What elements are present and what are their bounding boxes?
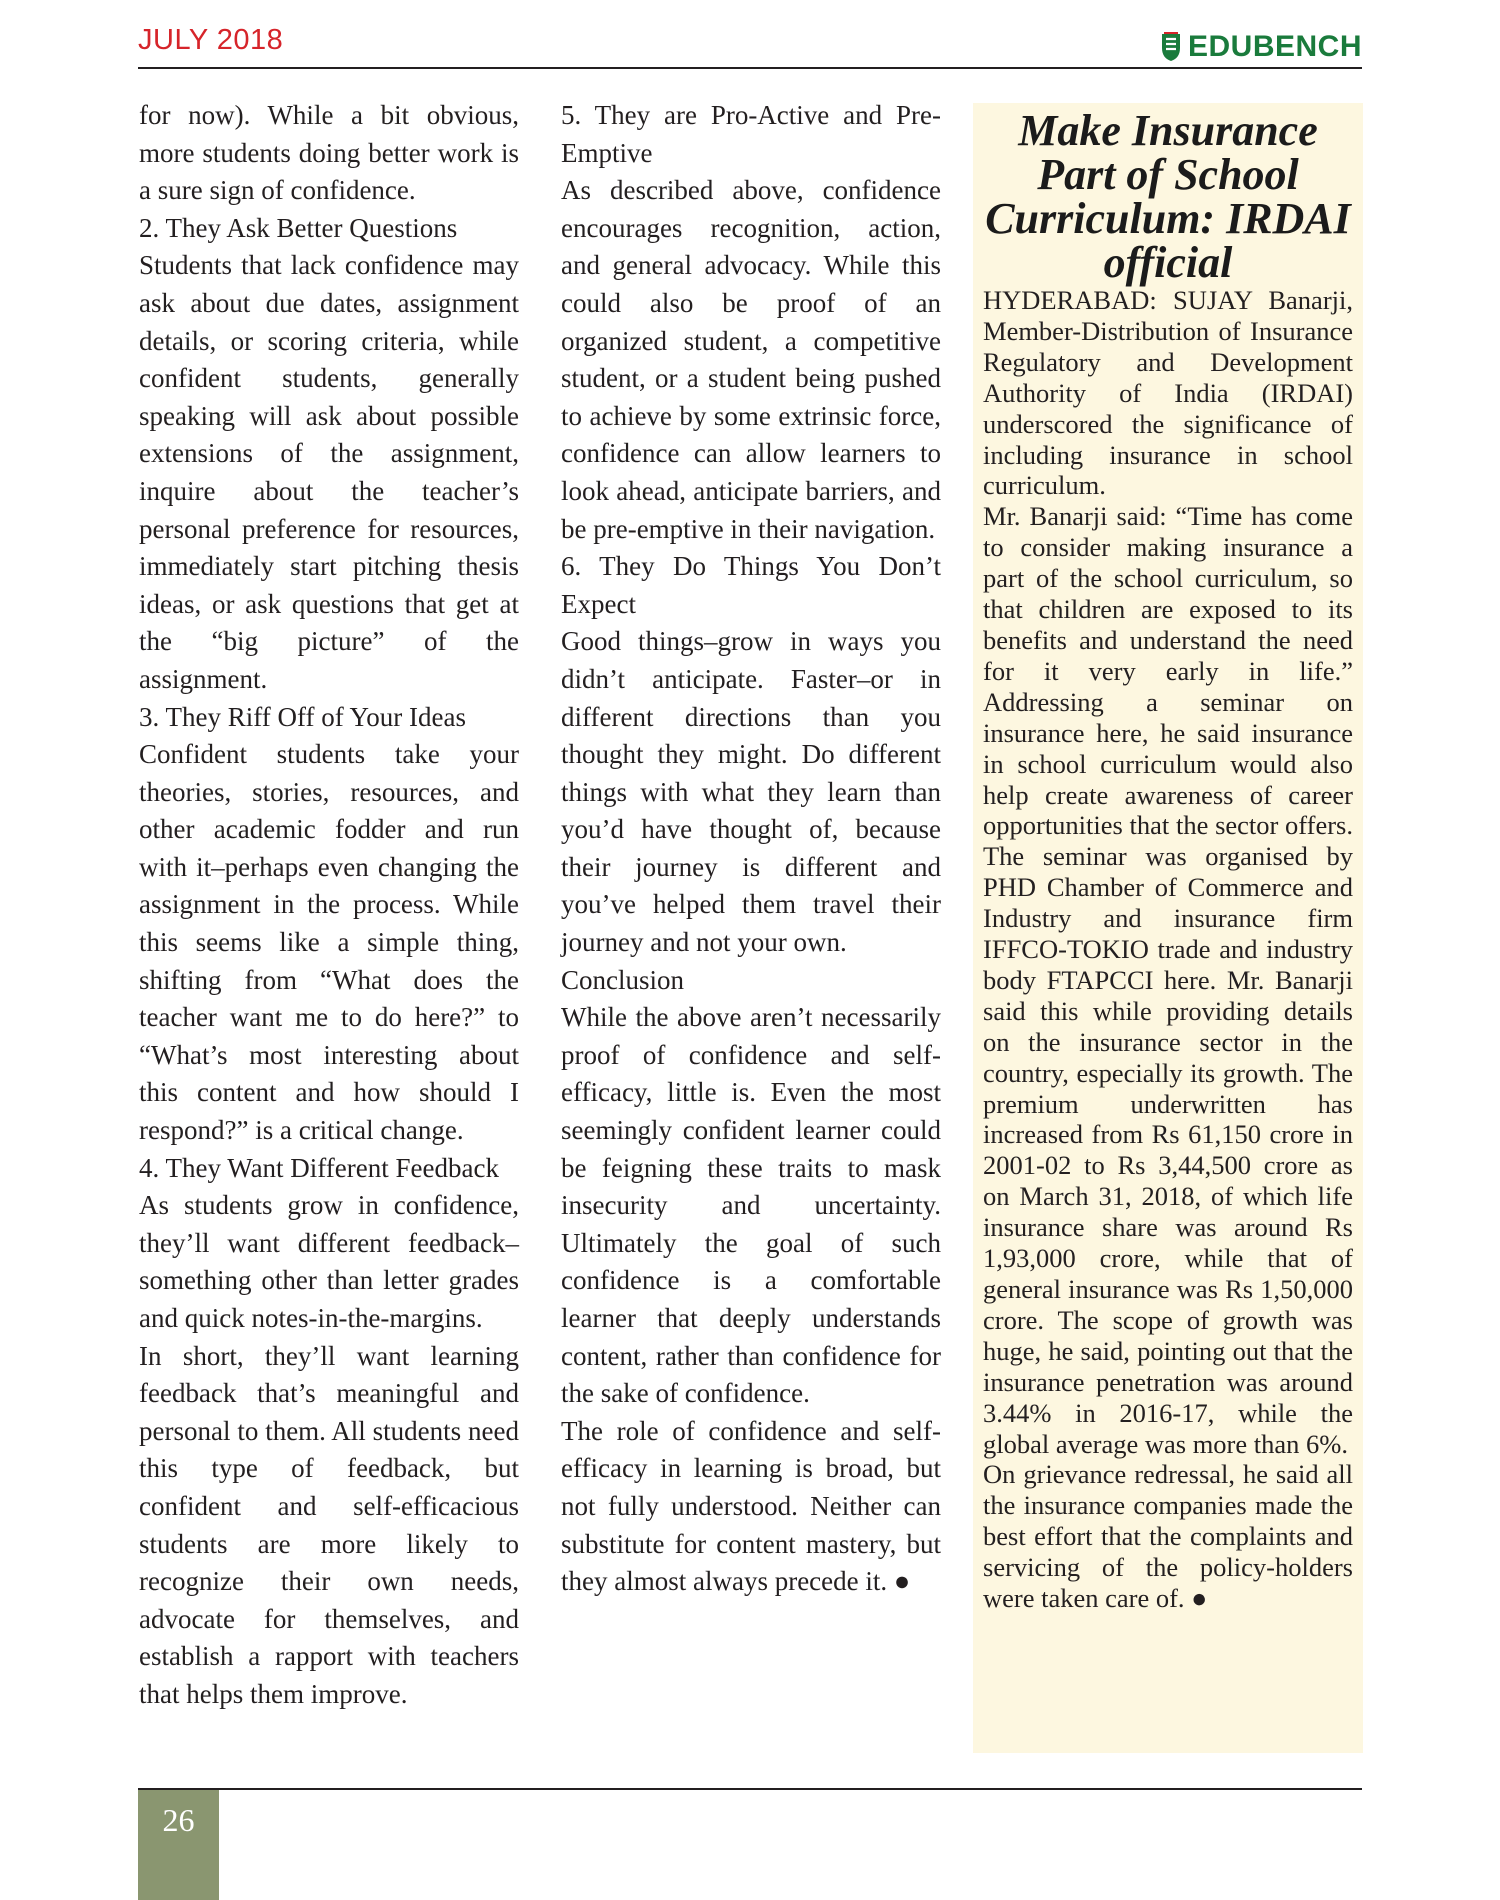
header-rule <box>138 67 1362 69</box>
paragraph: Good things–grow in ways you didn’t anticipate. Faster–or in different directions than you thought they might. Do different things with what they learn than you’d have thought of, because their journey is different and you’ve helped them travel their journey and not your own. <box>561 626 941 958</box>
subheading: Conclusion <box>561 964 685 995</box>
brand-logo <box>1160 30 1362 64</box>
issue-date: JULY 2018 <box>138 24 284 56</box>
page-number: 26 <box>162 1802 195 1838</box>
article-column-2 <box>561 97 941 1601</box>
sidebar-headline: Make Insurance Part of School Curriculum: IRDAI official <box>985 106 1351 287</box>
paragraph: Confident students take your theories, stories, resources, and other academic fodder and run with it–perhaps even changing the assignment in the process. While this seems like a simple thing, shifting from “What does the teacher want me to do here?” to “What’s most interesting about this content and how should I respond?” is a critical change. <box>139 739 519 1146</box>
paragraph: Mr. Banarji said: “Time has come to consider making insurance a part of the school curriculum, so that children are exposed to its benefits and understand the need for it very early in life.” Addressing a seminar on insurance here, he said insurance in school curriculum would also help create awareness of career opportunities that the sector offers. The seminar was organised by PHD Chamber of Commerce and Industry and insurance firm IFFCO-TOKIO trade and industry body FTAPCCI here. Mr. Banarji said this while providing details on the insurance sector in the country, especially its growth. The premium underwritten has increased from Rs 61,150 crore in 2001-02 to Rs 3,44,500 crore as on March 31, 2018, of which life insurance share was around Rs 1,93,000 crore, while that of general insurance was Rs 1,50,000 crore. The scope of growth was huge, he said, pointing out that the insurance penetration was around 3.44% in 2016-17, while the global average was more than 6%. <box>983 501 1353 1459</box>
footer-rule <box>138 1788 1362 1790</box>
paragraph: In short, they’ll want learning feedback that’s meaningful and personal to them. All students need this type of feedback, but confident and self-efficacious students are more likely to recognize their own needs, advocate for themselves, and establish a rapport with teachers that helps them improve. <box>139 1340 519 1709</box>
subheading: 3. They Riff Off of Your Ideas <box>139 701 466 732</box>
paragraph: The role of confidence and self-efficacy in learning is broad, but not fully understood. Neither can substitute for content mastery, but they almost always precede it. ● <box>561 1415 941 1597</box>
page-number-tab <box>138 1790 219 1900</box>
shield-book-icon <box>1160 32 1182 62</box>
news-sidebar <box>973 103 1363 1753</box>
paragraph: On grievance redressal, he said all the insurance companies made the best effort that the complaints and servicing of the policy-holders were taken care of. ● <box>983 1459 1353 1614</box>
paragraph: While the above aren’t necessarily proof of confidence and self-efficacy, little is. Even the most seemingly confident learner could be feigning these traits to mask insecurity and uncertainty. Ultimately the goal of such confidence is a comfortable learner that deeply understands content, rather than confidence for the sake of confidence. <box>561 1002 941 1409</box>
paragraph: Students that lack confidence may ask about due dates, assignment details, or scoring criteria, while confident students, generally speaking will ask about possible extensions of the assignment, inquire about the teacher’s personal preference for resources, immediately start pitching thesis ideas, or ask questions that get at the “big picture” of the assignment. <box>139 250 519 694</box>
article-column-1 <box>139 97 519 1714</box>
paragraph: As described above, confidence encourages recognition, action, and general advocacy. While this could also be proof of an organized student, a competitive student, or a student being pushed to achieve by some extrinsic force, confidence can allow learners to look ahead, anticipate barriers, and be pre-emptive in their navigation. <box>561 175 941 544</box>
brand-name: EDUBENCH <box>1187 30 1362 63</box>
paragraph: for now). While a bit obvious, more students doing better work is a sure sign of confidence. <box>139 100 519 206</box>
paragraph: As students grow in confidence, they’ll want different feedback–something other than letter grades and quick notes-in-the-margins. <box>139 1190 519 1333</box>
subheading: 2. They Ask Better Questions <box>139 212 458 243</box>
paragraph: HYDERABAD: SUJAY Banarji, Member-Distribution of Insurance Regulatory and Development Authority of India (IRDAI) underscored the significance of including insurance in school curriculum. <box>983 285 1353 501</box>
subheading: 4. They Want Different Feedback <box>139 1152 499 1183</box>
subheading: 5. They are Pro-Active and Pre-Emptive <box>561 100 941 168</box>
sidebar-body <box>983 285 1353 1614</box>
subheading: 6. They Do Things You Don’t Expect <box>561 551 941 619</box>
